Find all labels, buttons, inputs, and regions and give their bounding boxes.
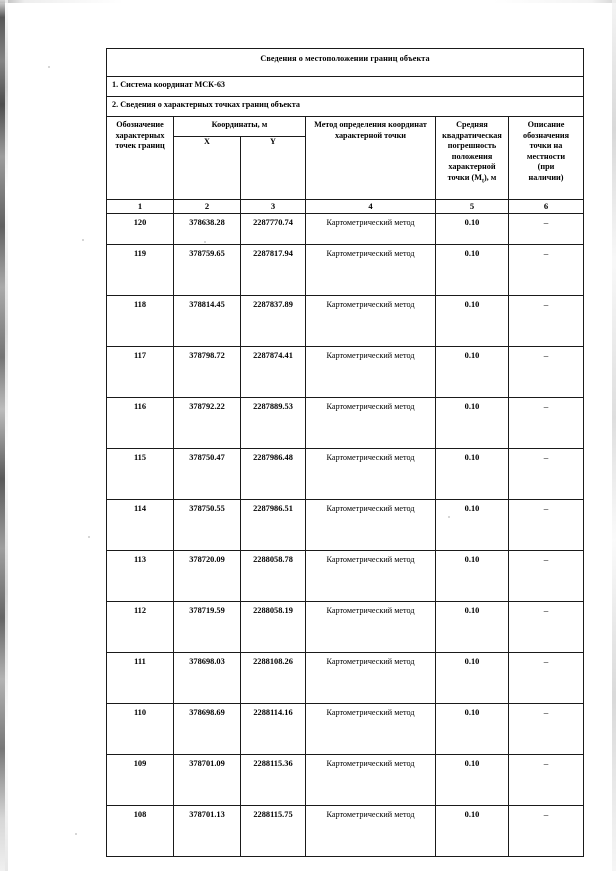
cell-method: Картометрический метод: [306, 755, 436, 806]
cell-coordinate-y: 2287889.53: [241, 398, 306, 449]
cell-coordinate-y: 2287986.48: [241, 449, 306, 500]
header-error-line-5: характерной: [448, 162, 496, 171]
scan-speck: [82, 239, 84, 241]
cell-point-designation: 117: [107, 347, 174, 398]
table-row: [107, 500, 584, 551]
section-row-coordinate-system: [107, 77, 584, 97]
scan-artifact-right-edge: [612, 0, 616, 871]
cell-description: –: [509, 653, 584, 704]
cell-coordinate-y: 2288114.16: [241, 704, 306, 755]
column-number-6: 6: [509, 200, 584, 214]
header-point-designation: Обозначение характерных точек границ: [107, 117, 174, 200]
boundary-points-table: [106, 48, 584, 857]
cell-coordinate-x: 378719.59: [174, 602, 241, 653]
cell-point-designation: 116: [107, 398, 174, 449]
cell-point-designation: 113: [107, 551, 174, 602]
cell-coordinate-x: 378701.13: [174, 806, 241, 857]
cell-method: Картометрический метод: [306, 398, 436, 449]
cell-coordinate-y: 2287874.41: [241, 347, 306, 398]
cell-point-designation: 118: [107, 296, 174, 347]
cell-coordinate-y: 2288058.78: [241, 551, 306, 602]
cell-mean-square-error: 0.10: [436, 500, 509, 551]
cell-point-designation: 115: [107, 449, 174, 500]
cell-point-designation: 110: [107, 704, 174, 755]
cell-coordinate-x: 378798.72: [174, 347, 241, 398]
cell-description: –: [509, 449, 584, 500]
table-row: [107, 245, 584, 296]
document-title-row: [107, 49, 584, 77]
cell-coordinate-y: 2287770.74: [241, 214, 306, 245]
cell-method: Картометрический метод: [306, 806, 436, 857]
column-number-2: 2: [174, 200, 241, 214]
cell-coordinate-x: 378720.09: [174, 551, 241, 602]
cell-coordinate-x: 378814.45: [174, 296, 241, 347]
cell-point-designation: 119: [107, 245, 174, 296]
cell-method: Картометрический метод: [306, 602, 436, 653]
column-number-4: 4: [306, 200, 436, 214]
cell-mean-square-error: 0.10: [436, 245, 509, 296]
cell-point-designation: 109: [107, 755, 174, 806]
cell-coordinate-y: 2287837.89: [241, 296, 306, 347]
cell-description: –: [509, 551, 584, 602]
section-row-points-info: [107, 97, 584, 117]
cell-coordinate-y: 2287817.94: [241, 245, 306, 296]
cell-coordinate-x: 378698.69: [174, 704, 241, 755]
cell-method: Картометрический метод: [306, 347, 436, 398]
table-data-body: [107, 214, 584, 857]
table-row: [107, 704, 584, 755]
cell-mean-square-error: 0.10: [436, 398, 509, 449]
cell-coordinate-y: 2288115.75: [241, 806, 306, 857]
scan-speck: [88, 536, 90, 538]
cell-description: –: [509, 214, 584, 245]
column-number-row: [107, 200, 584, 214]
header-error-line-3: погрешность: [447, 141, 497, 150]
cell-point-designation: 120: [107, 214, 174, 245]
cell-coordinate-x: 378698.03: [174, 653, 241, 704]
cell-description: –: [509, 704, 584, 755]
cell-coordinate-y: 2288108.26: [241, 653, 306, 704]
cell-mean-square-error: 0.10: [436, 214, 509, 245]
coordinate-system-label: 1. Система координат МСК-63: [107, 77, 584, 97]
table-row: [107, 806, 584, 857]
column-number-1: 1: [107, 200, 174, 214]
header-x-axis: X: [174, 137, 241, 200]
header-description-line-3: точки на: [529, 141, 563, 150]
cell-coordinate-x: 378759.65: [174, 245, 241, 296]
page-title: Сведения о местоположении границ объекта: [107, 49, 584, 77]
header-description-line-1: Описание: [527, 120, 565, 129]
cell-description: –: [509, 296, 584, 347]
cell-method: Картометрический метод: [306, 704, 436, 755]
cell-coordinate-y: 2288115.36: [241, 755, 306, 806]
table-row: [107, 296, 584, 347]
cell-coordinate-y: 2287986.51: [241, 500, 306, 551]
scan-speck: [75, 833, 77, 835]
cell-method: Картометрический метод: [306, 245, 436, 296]
scan-speck: [48, 66, 50, 68]
table-row: [107, 602, 584, 653]
table-row: [107, 214, 584, 245]
cell-description: –: [509, 347, 584, 398]
cell-mean-square-error: 0.10: [436, 296, 509, 347]
cell-point-designation: 108: [107, 806, 174, 857]
table-row: [107, 653, 584, 704]
cell-mean-square-error: 0.10: [436, 602, 509, 653]
header-y-axis: Y: [241, 137, 306, 200]
cell-mean-square-error: 0.10: [436, 551, 509, 602]
cell-point-designation: 112: [107, 602, 174, 653]
header-error-line-1: Средняя: [456, 120, 488, 129]
cell-point-designation: 114: [107, 500, 174, 551]
column-number-5: 5: [436, 200, 509, 214]
header-mean-square-error: [436, 117, 509, 200]
points-section-label: 2. Сведения о характерных точках границ объекта: [107, 97, 584, 117]
cell-coordinate-x: 378750.55: [174, 500, 241, 551]
cell-method: Картометрический метод: [306, 653, 436, 704]
cell-coordinate-x: 378638.28: [174, 214, 241, 245]
cell-description: –: [509, 245, 584, 296]
column-number-3: 3: [241, 200, 306, 214]
header-description-line-5: (при: [537, 162, 555, 171]
cell-coordinate-x: 378701.09: [174, 755, 241, 806]
header-error-line-6: точки $(М_t)$, м: [447, 172, 497, 185]
cell-description: –: [509, 806, 584, 857]
table-row: [107, 398, 584, 449]
header-error-line-4: положения: [451, 151, 493, 161]
cell-description: –: [509, 500, 584, 551]
cell-method: Картометрический метод: [306, 449, 436, 500]
table-row: [107, 755, 584, 806]
cell-mean-square-error: 0.10: [436, 755, 509, 806]
table-row: [107, 347, 584, 398]
header-coordinates-group: Координаты, м: [174, 117, 306, 137]
header-description-line-4: местности: [526, 151, 566, 161]
cell-method: Картометрический метод: [306, 296, 436, 347]
table-row: [107, 551, 584, 602]
cell-coordinate-x: 378792.22: [174, 398, 241, 449]
cell-method: Картометрический метод: [306, 500, 436, 551]
scan-artifact-top-edge: [0, 0, 616, 3]
table-row: [107, 449, 584, 500]
header-error-line-2: квадратическая: [442, 130, 502, 140]
cell-description: –: [509, 755, 584, 806]
cell-mean-square-error: 0.10: [436, 347, 509, 398]
cell-method: Картометрический метод: [306, 214, 436, 245]
cell-coordinate-y: 2288058.19: [241, 602, 306, 653]
cell-point-designation: 111: [107, 653, 174, 704]
cell-mean-square-error: 0.10: [436, 653, 509, 704]
header-determination-method: Метод определения координат характерной точки: [306, 117, 436, 200]
cell-method: Картометрический метод: [306, 551, 436, 602]
cell-mean-square-error: 0.10: [436, 704, 509, 755]
cell-mean-square-error: 0.10: [436, 449, 509, 500]
cell-mean-square-error: 0.10: [436, 806, 509, 857]
table-header-row-main: [107, 117, 584, 137]
header-point-description: [509, 117, 584, 200]
cell-description: –: [509, 398, 584, 449]
cell-coordinate-x: 378750.47: [174, 449, 241, 500]
cell-description: –: [509, 602, 584, 653]
header-description-line-6: наличии): [528, 172, 564, 182]
header-description-line-2: обозначения: [522, 130, 570, 140]
scan-artifact-left-edge-secondary: [5, 0, 8, 871]
